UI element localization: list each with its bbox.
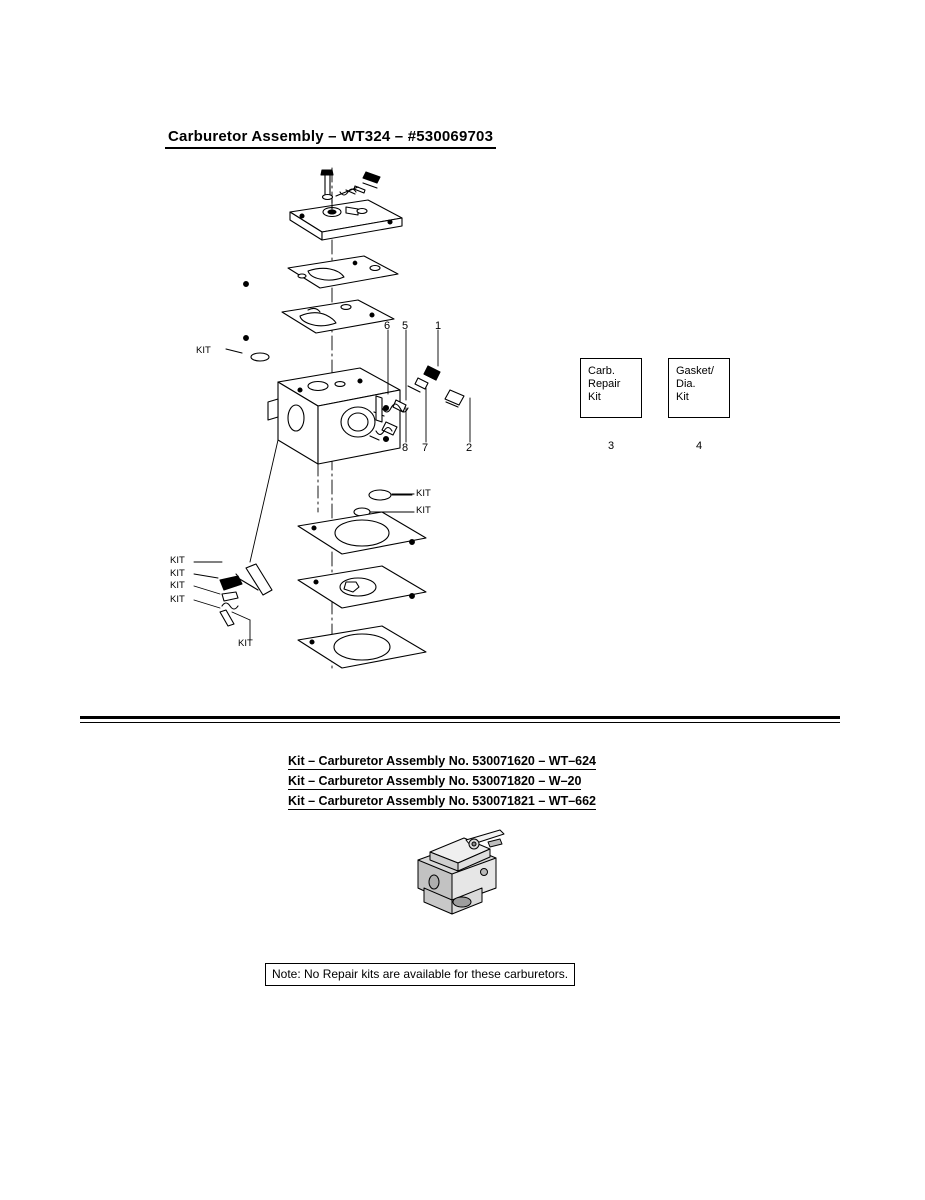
kit-label-right-2: KIT [416, 505, 431, 516]
gasket-dia-kit-line-1: Gasket/ [676, 365, 714, 377]
gasket-dia-kit-line-2: Dia. [676, 378, 696, 390]
gasket-dia-kit-ref: 4 [695, 440, 703, 452]
kit-assembly-line: Kit – Carburetor Assembly No. 530071620 – WT–624 [288, 754, 597, 768]
carb-repair-kit-line-1: Carb. [588, 365, 615, 377]
gasket-dia-kit-box [668, 358, 730, 418]
carb-repair-kit-line-3: Kit [588, 391, 601, 403]
section-divider [80, 716, 840, 719]
gasket-dia-kit-line-3: Kit [676, 391, 689, 403]
carburetor-illustration [400, 822, 530, 922]
kit-label-upper: KIT [196, 345, 211, 356]
kit-label-bottom: KIT [238, 638, 253, 649]
kit-label-right-1: KIT [416, 488, 431, 499]
kit-label-left-3: KIT [170, 580, 185, 591]
section-divider-thin [80, 722, 840, 723]
kit-label-left-1: KIT [170, 555, 185, 566]
note-box: Note: No Repair kits are available for these carburetors. [265, 963, 575, 986]
callout-1: 1 [435, 320, 442, 332]
carb-repair-kit-box [580, 358, 642, 418]
callout-5: 5 [402, 320, 409, 332]
kit-assembly-line: Kit – Carburetor Assembly No. 530071821 – WT–662 [288, 794, 597, 808]
callout-8: 8 [402, 442, 409, 454]
callout-2: 2 [466, 442, 473, 454]
kit-assembly-line: Kit – Carburetor Assembly No. 530071820 – W–20 [288, 774, 582, 788]
exploded-carburetor-diagram [150, 150, 630, 690]
kit-label-left-2: KIT [170, 568, 185, 579]
callout-6: 6 [384, 320, 391, 332]
callout-7: 7 [422, 442, 429, 454]
carb-repair-kit-ref: 3 [607, 440, 615, 452]
kit-assembly-list [288, 752, 668, 812]
carb-repair-kit-line-2: Repair [588, 378, 621, 390]
kit-label-left-4: KIT [170, 594, 185, 605]
page-title: Carburetor Assembly – WT324 – #530069703 [165, 128, 496, 149]
